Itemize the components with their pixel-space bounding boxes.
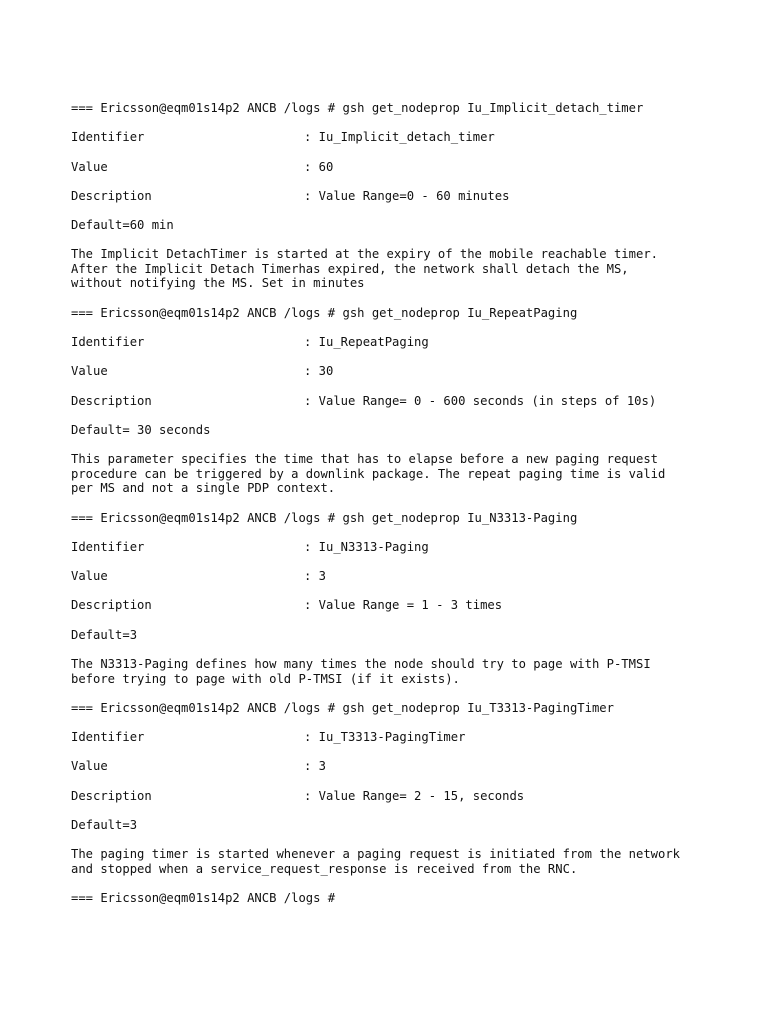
- identifier-label: Identifier: [71, 130, 145, 145]
- description-value: : Value Range= 0 - 600 seconds (in steps of 10s): [304, 393, 657, 408]
- value-label: Value: [71, 759, 108, 774]
- paragraph-line: before trying to page with old P-TMSI (if it exists).: [71, 671, 460, 686]
- nodeprop-block-n3313-paging: [71, 511, 751, 686]
- paragraph-line: without notifying the MS. Set in minutes: [71, 276, 365, 291]
- default-line: Default=3: [71, 818, 138, 833]
- nodeprop-block-t3313-paging-timer: [71, 701, 751, 876]
- value-value: : 30: [304, 364, 334, 379]
- description-paragraph: [71, 247, 751, 291]
- identifier-label: Identifier: [71, 335, 145, 350]
- nodeprop-block-repeat-paging: [71, 306, 751, 496]
- default-line: Default= 30 seconds: [71, 422, 211, 437]
- default-line: Default=60 min: [71, 218, 174, 233]
- description-label: Description: [71, 598, 152, 613]
- command-line: === Ericsson@eqm01s14p2 ANCB /logs # gsh get_nodeprop Iu_N3313-Paging: [71, 510, 578, 525]
- description-row: [71, 789, 751, 804]
- value-label: Value: [71, 364, 108, 379]
- description-value: : Value Range=0 - 60 minutes: [304, 188, 510, 203]
- value-row: [71, 364, 751, 379]
- identifier-row: [71, 130, 751, 145]
- description-value: : Value Range= 2 - 15, seconds: [304, 788, 525, 803]
- description-row: [71, 598, 751, 613]
- identifier-row: [71, 335, 751, 350]
- description-paragraph: [71, 452, 751, 496]
- nodeprop-block-implicit-detach-timer: [71, 101, 751, 291]
- paragraph-line: The N3313-Paging defines how many times the node should try to page with P-TMSI: [71, 657, 651, 672]
- value-value: : 3: [304, 569, 327, 584]
- value-row: [71, 160, 751, 175]
- value-value: : 60: [304, 159, 334, 174]
- value-row: [71, 759, 751, 774]
- description-row: [71, 189, 751, 204]
- command-line: === Ericsson@eqm01s14p2 ANCB /logs # gsh get_nodeprop Iu_T3313-PagingTimer: [71, 700, 614, 715]
- paragraph-line: The Implicit DetachTimer is started at the expiry of the mobile reachable timer.: [71, 247, 658, 262]
- description-paragraph: [71, 657, 751, 686]
- final-prompt-line: === Ericsson@eqm01s14p2 ANCB /logs #: [71, 891, 336, 906]
- description-label: Description: [71, 788, 152, 803]
- identifier-row: [71, 730, 751, 745]
- identifier-value: : Iu_Implicit_detach_timer: [304, 130, 495, 145]
- identifier-label: Identifier: [71, 539, 145, 554]
- document-page: [71, 101, 751, 920]
- description-label: Description: [71, 188, 152, 203]
- description-value: : Value Range = 1 - 3 times: [304, 598, 503, 613]
- value-label: Value: [71, 159, 108, 174]
- command-line: === Ericsson@eqm01s14p2 ANCB /logs # gsh get_nodeprop Iu_Implicit_detach_timer: [71, 101, 644, 115]
- command-line: === Ericsson@eqm01s14p2 ANCB /logs # gsh get_nodeprop Iu_RepeatPaging: [71, 305, 578, 320]
- identifier-label: Identifier: [71, 730, 145, 745]
- description-label: Description: [71, 393, 152, 408]
- description-row: [71, 394, 751, 409]
- paragraph-line: procedure can be triggered by a downlink package. The repeat paging time is valid: [71, 466, 666, 481]
- identifier-value: : Iu_RepeatPaging: [304, 335, 429, 350]
- value-value: : 3: [304, 759, 327, 774]
- paragraph-line: per MS and not a single PDP context.: [71, 481, 336, 496]
- paragraph-line: This parameter specifies the time that has to elapse before a new paging request: [71, 452, 658, 467]
- paragraph-line: and stopped when a service_request_response is received from the RNC.: [71, 861, 578, 876]
- identifier-value: : Iu_N3313-Paging: [304, 539, 429, 554]
- identifier-row: [71, 540, 751, 555]
- default-line: Default=3: [71, 627, 138, 642]
- paragraph-line: After the Implicit Detach Timerhas expired, the network shall detach the MS,: [71, 261, 629, 276]
- value-label: Value: [71, 569, 108, 584]
- identifier-value: : Iu_T3313-PagingTimer: [304, 730, 466, 745]
- paragraph-line: The paging timer is started whenever a paging request is initiated from the network: [71, 847, 681, 862]
- value-row: [71, 569, 751, 584]
- description-paragraph: [71, 847, 751, 876]
